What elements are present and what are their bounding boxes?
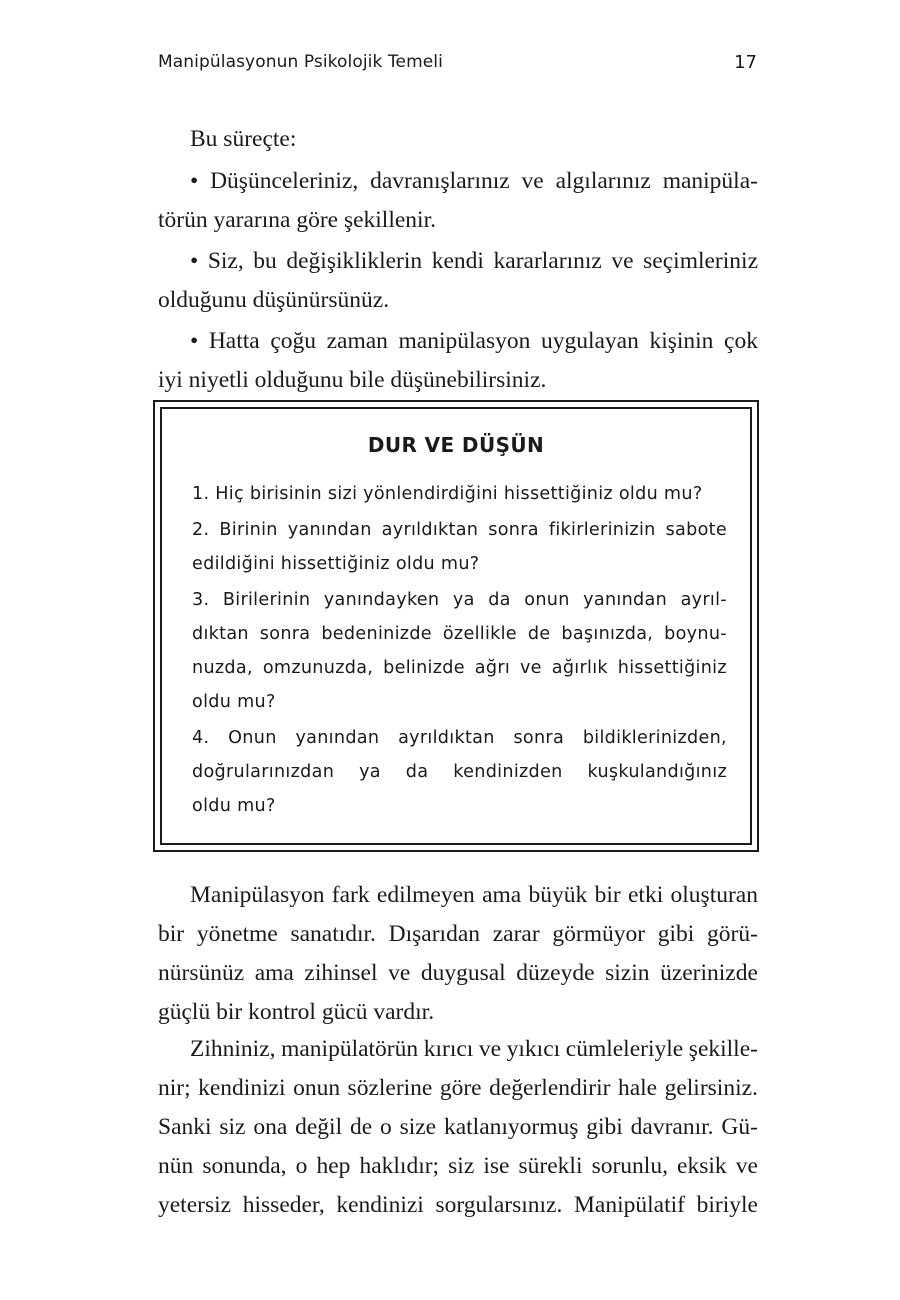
word: Birinin <box>219 520 278 540</box>
word: kendinizi <box>198 1075 286 1101</box>
word: 3. <box>192 590 210 610</box>
word: siz <box>219 1114 246 1140</box>
word: zihinsel <box>304 960 378 986</box>
word: davranışlarınız <box>370 168 510 194</box>
word: ve <box>735 1153 758 1179</box>
word: uygulayan <box>540 328 639 354</box>
word: Düşünceleriniz, <box>210 168 359 194</box>
word: de <box>527 624 551 644</box>
word: oluşturan <box>670 882 758 908</box>
bullet-line <box>158 162 758 201</box>
word: sizin <box>605 960 650 986</box>
word: gibi <box>586 1114 623 1140</box>
question-item <box>192 513 727 581</box>
question-line <box>192 583 727 617</box>
word: sorunlu, <box>591 1153 668 1179</box>
word: özellikle <box>442 624 517 644</box>
word: cümleleriyle <box>565 1036 684 1062</box>
word: biriyle <box>696 1192 758 1218</box>
word: nuzda, <box>192 658 253 678</box>
word: kararlarınız <box>493 248 602 274</box>
word: nürsünüz <box>158 960 245 986</box>
question-line <box>192 513 727 547</box>
word: 2. <box>192 520 210 540</box>
word: sürekli <box>518 1153 583 1179</box>
word: şekille- <box>688 1036 758 1062</box>
body-line <box>158 1108 758 1147</box>
word: değil <box>295 1114 343 1140</box>
word: ya <box>359 762 381 782</box>
body-line <box>158 1030 758 1069</box>
question-line: edildiğini hissettiğiniz oldu mu? <box>192 554 480 574</box>
question-line <box>192 755 727 789</box>
word: bedeninizde <box>321 624 432 644</box>
word: dıktan <box>192 624 249 644</box>
word: ve <box>519 658 542 678</box>
word: hisseder, <box>242 1192 325 1218</box>
word: yanındayken <box>323 590 440 610</box>
word: ayrıldıktan <box>398 728 495 748</box>
word: ağrı <box>474 658 511 678</box>
word: ve <box>388 960 411 986</box>
word: yanından <box>287 520 372 540</box>
bullet-line <box>158 242 758 281</box>
word: Siz, <box>207 248 244 274</box>
word: manipülatörün <box>281 1036 419 1062</box>
word: belinizde <box>383 658 465 678</box>
word: seçimleriniz <box>643 248 758 274</box>
bullet-line: iyi niyetli olduğunu bile düşünebilirsiniz. <box>158 367 547 393</box>
word: Zihniniz, <box>190 1036 276 1062</box>
word: büyük <box>528 882 588 908</box>
bullet-item <box>158 322 758 400</box>
intro-lead <box>158 120 758 159</box>
word: da <box>488 590 511 610</box>
question-item <box>192 583 727 719</box>
word: sonra <box>513 728 565 748</box>
word: edilmeyen <box>376 882 475 908</box>
word: ve <box>478 1036 502 1062</box>
word: kişinin <box>649 328 714 354</box>
word: Hatta <box>208 328 260 354</box>
word: kırıcı <box>423 1036 474 1062</box>
word: fikirlerinizin <box>548 520 656 540</box>
word: Manipülatif <box>574 1192 685 1218</box>
word: bu <box>253 248 277 274</box>
bullet-list <box>158 162 758 400</box>
word: sonra <box>488 520 539 540</box>
word: sorgularsınız. <box>435 1192 563 1218</box>
word: Sanki <box>158 1114 212 1140</box>
word: da <box>405 762 429 782</box>
word: Gü- <box>721 1114 758 1140</box>
body-line <box>158 1147 758 1186</box>
word: o <box>379 1114 392 1140</box>
word: bir <box>158 921 185 947</box>
intro-lead-text: Bu süreçte: <box>190 126 297 152</box>
word: sabote <box>665 520 727 540</box>
body-line <box>158 1186 758 1225</box>
word: sonra <box>259 624 311 644</box>
word: ya <box>452 590 475 610</box>
word: kendinizden <box>453 762 563 782</box>
word: 4. <box>192 728 210 748</box>
word: algılarınız <box>555 168 651 194</box>
box-title: DUR VE DÜŞÜN <box>367 433 545 457</box>
word: ayrıl- <box>680 590 727 610</box>
word: onun <box>524 590 570 610</box>
body-paragraph <box>158 1030 758 1225</box>
word: sanatıdır. <box>290 921 376 947</box>
question-line: 1. Hiç birisinin sizi yönlendirdiğini hissettiğiniz oldu mu? <box>192 484 703 504</box>
word: size <box>399 1114 437 1140</box>
word: omzunuzda, <box>262 658 374 678</box>
word: manipülasyon <box>398 328 531 354</box>
word: manipüla- <box>662 168 758 194</box>
word: hep <box>316 1153 351 1179</box>
bullet-line: olduğunu düşünürsünüz. <box>158 287 390 313</box>
word: ve <box>521 168 544 194</box>
bullet-item <box>158 242 758 320</box>
word: üzerinizde <box>660 960 758 986</box>
word: nir; <box>158 1075 191 1101</box>
question-item <box>192 477 727 511</box>
word: göre <box>439 1075 482 1101</box>
word: • <box>190 168 199 194</box>
word: değerlendirir <box>489 1075 611 1101</box>
bullet-line <box>158 322 758 361</box>
word: ağırlık <box>551 658 608 678</box>
word: onun <box>293 1075 341 1101</box>
word: • <box>190 328 199 354</box>
word: görü- <box>707 921 758 947</box>
word: kuşkulandığınız <box>587 762 727 782</box>
body-line <box>158 1069 758 1108</box>
word: başınızda, <box>561 624 654 644</box>
word: ama <box>254 960 294 986</box>
question-line: oldu mu? <box>192 692 276 712</box>
word: de <box>349 1114 373 1140</box>
word: duygusal <box>420 960 506 986</box>
word: ama <box>482 882 522 908</box>
word: katlanıyormuş <box>443 1114 579 1140</box>
word: ona <box>253 1114 288 1140</box>
question-line <box>192 617 727 651</box>
question-item <box>192 721 727 823</box>
word: sözlerine <box>347 1075 433 1101</box>
word: Manipülasyon <box>190 882 325 908</box>
stop-and-think-box <box>153 400 759 852</box>
question-list <box>192 477 727 823</box>
word: yıkıcı <box>506 1036 561 1062</box>
word: • <box>190 248 199 274</box>
word: eksik <box>677 1153 727 1179</box>
word: bildiklerinizden, <box>582 728 727 748</box>
word: gelirsiniz. <box>664 1075 758 1101</box>
word: yanından <box>295 728 380 748</box>
word: yanından <box>583 590 668 610</box>
word: kendi <box>431 248 484 274</box>
word: boynu- <box>664 624 727 644</box>
box-inner-frame <box>160 407 752 845</box>
bullet-item <box>158 162 758 240</box>
word: Dışarıdan <box>388 921 481 947</box>
word: zaman <box>326 328 388 354</box>
word: haklıdır; <box>359 1153 440 1179</box>
word: Onun <box>228 728 277 748</box>
word: sonunda, <box>202 1153 287 1179</box>
word: hissettiğiniz <box>617 658 727 678</box>
body-line <box>158 954 758 993</box>
body-line <box>158 876 758 915</box>
body-paragraph <box>158 876 758 1032</box>
word: siz <box>448 1153 475 1179</box>
word: doğrularınızdan <box>192 762 335 782</box>
word: hale <box>617 1075 658 1101</box>
word: ise <box>483 1153 510 1179</box>
word: değişikliklerin <box>286 248 423 274</box>
body-line <box>158 915 758 954</box>
question-line <box>192 721 727 755</box>
word: görmüyor <box>552 921 646 947</box>
word: bir <box>594 882 621 908</box>
word: ve <box>611 248 634 274</box>
word: çoğu <box>270 328 316 354</box>
word: düzeyde <box>516 960 595 986</box>
word: o <box>295 1153 308 1179</box>
running-head: Manipülasyonun Psikolojik Temeli <box>158 52 443 72</box>
question-line: oldu mu? <box>192 796 276 816</box>
bullet-line: törün yararına göre şekillenir. <box>158 207 436 233</box>
word: yönetme <box>196 921 278 947</box>
word: çok <box>724 328 758 354</box>
word: yetersiz <box>158 1192 232 1218</box>
word: Birilerinin <box>222 590 311 610</box>
word: gibi <box>657 921 695 947</box>
word: davranır. <box>630 1114 714 1140</box>
word: fark <box>331 882 370 908</box>
body-line: güçlü bir kontrol gücü vardır. <box>158 999 435 1025</box>
word: etki <box>627 882 664 908</box>
word: kendinizi <box>336 1192 424 1218</box>
word: ayrıldıktan <box>381 520 479 540</box>
word: zarar <box>492 921 540 947</box>
page-number: 17 <box>734 52 757 73</box>
word: nün <box>158 1153 194 1179</box>
question-line <box>192 651 727 685</box>
